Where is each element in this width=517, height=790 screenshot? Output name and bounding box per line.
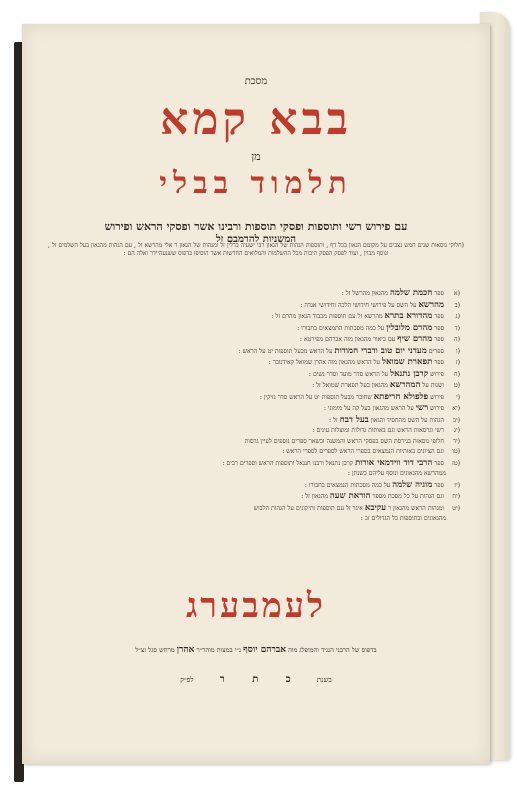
commentary-highlight: הרבי דוד ווידמאי אורות	[355, 457, 433, 468]
commentary-highlight: מהרם שיף	[397, 334, 433, 344]
printer-name: אברהם יוסף	[243, 645, 287, 655]
commentary-rest: מהרשא זל עם תוספות מכבוד הגאון מהרם זל :	[271, 313, 383, 320]
commentary-item	[52, 300, 460, 312]
commentary-item	[52, 469, 460, 480]
press-mid: נ״י במצות מוהר״ר	[196, 646, 242, 654]
commentary-marker: (י	[455, 393, 460, 401]
commentary-rest: על הראש סדר מועד וסדר נשים :	[308, 370, 389, 378]
commentary-highlight: עקיבא	[364, 502, 387, 513]
commentary-item	[52, 392, 460, 404]
commentary-text: ספר	[434, 459, 445, 467]
commentary-text: ספר	[434, 336, 445, 343]
tractate-title: בבא קמא	[160, 94, 352, 145]
commentary-highlight: קרבן נתנאל	[390, 368, 429, 379]
commentary-marker: (יז	[454, 481, 460, 489]
commentary-text: ומגהות הראש מהגאון ר	[388, 504, 445, 512]
commentary-item	[52, 447, 460, 458]
commentary-rest: על הראש מהגאון בעל קה על מימוני :	[323, 405, 414, 412]
commentaries-list	[52, 288, 460, 525]
commentary-text: פירוש	[430, 370, 445, 378]
year-pre: בשנת	[316, 676, 332, 684]
commentary-item	[52, 346, 460, 358]
city-name: לעמבערג	[186, 586, 326, 626]
commentary-item	[52, 288, 460, 300]
commentary-rest: על הראש מבעל תוספות יט על הראש :	[238, 347, 333, 355]
commentary-marker: (יד	[452, 437, 460, 445]
commentary-text: הגהות על השס מהחסיד והגאון	[370, 416, 445, 424]
commentary-item	[52, 334, 460, 346]
commentary-marker: (ב	[454, 301, 460, 309]
commentary-item	[52, 437, 460, 448]
commentary-text: ספר	[434, 324, 445, 332]
commentary-highlight: מהרם מלובלין	[386, 322, 433, 333]
commentary-item	[52, 323, 460, 335]
commentary-item	[52, 415, 460, 427]
printer-line	[42, 644, 470, 655]
commentary-rest: זל :	[329, 416, 338, 424]
commentary-item	[52, 480, 460, 492]
commentary-marker: (ו	[456, 347, 460, 355]
commentary-marker: (ה	[454, 336, 460, 343]
commentary-highlight: מוגיה שלמה	[392, 479, 433, 490]
commentary-text: מהגאונים ובתוספות כל הגדולים זכ :	[360, 515, 446, 522]
commentary-marker: (ז	[455, 359, 460, 366]
commentary-text: רשי וגרסאות הראש	[397, 427, 445, 434]
commentary-highlight: בעל דבח	[339, 414, 369, 425]
commentary-text: ושנות על	[422, 382, 445, 389]
commentary-item	[52, 311, 460, 323]
commentary-rest: מהגאון בעל תפארת שמואל זל :	[312, 382, 388, 389]
commentary-rest: על כמה מסכתות התמצאים בחבורו :	[297, 324, 385, 332]
commentary-text: ממהרשא מהגאונים ונוסף עליהם בשנתן :	[347, 470, 446, 477]
commentary-text: חלופי נוסאות בגירסת השס בפסקי הראש והמשנה ובשאר ספרים נוספים לעיין גרסות	[244, 437, 445, 445]
commentary-item	[52, 491, 460, 503]
commentary-rest: איגר זל עם תוספות ותיקונים על הגהות הלבוש	[253, 504, 363, 512]
press-post: מרחש סגל זצ״ל	[135, 646, 175, 654]
commentary-rest: שחובר מבעל תוספות יט על הראש סדר נזיקין :	[259, 393, 372, 401]
from-label: מן	[251, 150, 261, 163]
commentary-text: ספר	[434, 359, 445, 366]
commentary-rest: על הראש מהגאון מוה אהרן שמואל קאידנובר :	[268, 359, 381, 366]
mishnah-line: המשניות להרמבם זל	[215, 234, 297, 245]
commentary-marker: (ח	[453, 370, 460, 378]
commentary-highlight: רשי	[415, 403, 429, 413]
commentary-rest: קרבן נתנאל ורבנו חננאל ותוספות הראש וספרים רבים :	[222, 459, 354, 467]
commentary-item	[52, 514, 460, 525]
year-post: לפ״ק	[180, 676, 194, 684]
commentary-highlight: מהרשא	[418, 299, 445, 310]
commentary-marker: (ג	[455, 313, 460, 320]
commentary-highlight: המהרשא	[389, 380, 421, 390]
commentary-text: פירוש	[430, 405, 445, 412]
commentary-item	[52, 369, 460, 381]
commentary-text: וגם הגהות על כל מסכת מספר	[372, 493, 445, 500]
printer-father-name: אהרן	[176, 645, 195, 655]
commentary-text: ספר	[434, 313, 445, 320]
commentary-highlight: הוראת שעה	[329, 491, 371, 501]
commentary-item	[52, 426, 460, 437]
commentary-item	[52, 503, 460, 515]
year-value: כ ת ר	[219, 674, 291, 685]
commentary-text: וגם הציונים באותיות הנמצאים בספרי הראש לספרים לספרי הראש :	[282, 448, 445, 455]
commentary-item	[52, 458, 460, 470]
commentary-marker: (יא	[452, 405, 460, 412]
commentary-marker: (יט	[452, 504, 460, 512]
commentary-marker: (ט	[453, 382, 460, 389]
commentary-text: פירוש	[430, 393, 445, 401]
commentary-item	[52, 357, 460, 369]
commentary-highlight: חכמת שלמה	[389, 288, 433, 298]
intro-paragraph: (חלוקי נוסאות שנים חמש נצבים על מקומם הגאון בכל דף , ותוספות הגהות של הגאון רבי ישעיה ברלין זל ומגהות של הגאון ר אלי מהרשא זל , עם הגהות מהגאון בעל השלמים זל , ונוסף מבוין , ועוד לפסק הפסק תיבות מכל ההשלמות והמלואים החדשות אשר הוסיפו בדפוס ששנעהיידר ואלה הם :	[48, 242, 464, 257]
commentary-item	[52, 380, 460, 392]
commentary-rest: על השס על פירושי חידושי הלכה וחידושי אגדה :	[300, 301, 417, 309]
commentary-marker: (א	[453, 290, 460, 297]
commentary-rest: על כמה מסכתות הנמצאים בחבורו :	[304, 481, 391, 489]
commentary-item	[52, 403, 460, 415]
press-pre: בדפוס של הרבני הנגיד והמופלג מוה	[288, 646, 377, 654]
talmud-title: תלמוד בבלי	[159, 166, 353, 201]
commentary-rest: וגם באותות גדולות ומוצלות עינים :	[312, 427, 396, 434]
commentary-marker: (טו	[452, 448, 460, 455]
commentary-marker: (יב	[452, 416, 460, 424]
commentary-marker: (יח	[452, 493, 460, 500]
commentary-marker: (ד	[454, 324, 460, 332]
commentary-text: ספר	[434, 481, 445, 489]
commentary-highlight: מהדורא בתרא	[384, 311, 433, 321]
commentary-highlight: פלפולא חריפתא	[373, 391, 429, 402]
commentary-rest: עם ביאור מהגאון מוה אברהם מפירטא :	[299, 336, 396, 343]
commentary-rest: מהגאון זל :	[301, 493, 328, 500]
commentary-highlight: תפארת שמואל	[382, 357, 433, 367]
commentary-marker: (טז	[452, 459, 460, 467]
masechet-label: מסכת	[244, 76, 268, 87]
year-line	[22, 674, 490, 685]
commentary-text: ספרים	[428, 347, 445, 355]
commentary-rest: מהגאון מהרשל זל :	[341, 290, 388, 297]
commentary-highlight: מעדני יום טוב ודברי חמודות	[334, 345, 427, 356]
commentary-marker: (יג	[453, 427, 460, 434]
commentary-text: ספר	[434, 290, 445, 297]
title-page	[22, 24, 490, 764]
commentaries-line: עם פירוש רשי ותוספות ופסקי תוספות ורבינו אשר ופסקי הראש ופירוש	[104, 220, 408, 233]
